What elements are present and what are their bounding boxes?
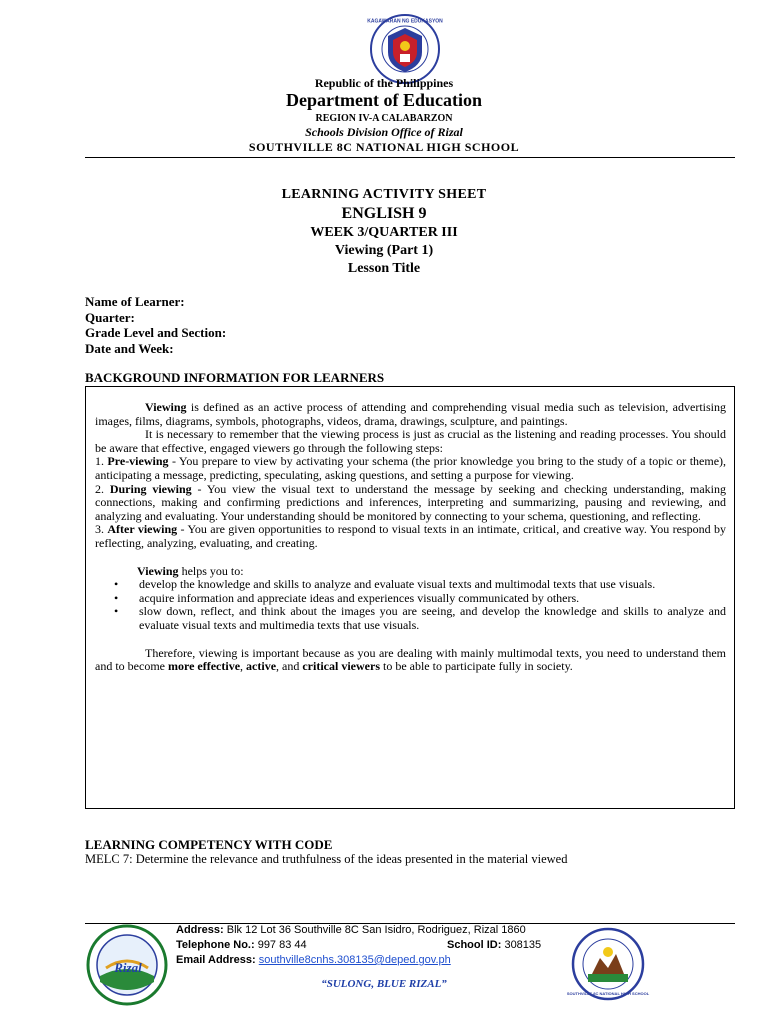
svg-text:KAGAWARAN NG EDUKASYON: KAGAWARAN NG EDUKASYON (367, 18, 443, 25)
svg-text:SOUTHVILLE 8C NATIONAL HIGH SC: SOUTHVILLE 8C NATIONAL HIGH SCHOOL (566, 991, 650, 996)
school-seal-logo (566, 924, 650, 1004)
school-motto: “SULONG, BLUE RIZAL” (321, 978, 447, 990)
viewing-process-intro: It is necessary to remember that the viewing process is just as crucial as the listening and reading processes. You should be aware that effective, engaged viewers go through the following steps: (95, 427, 726, 455)
step-after-viewing: 3. After viewing - You are given opportunities to respond to visual texts in an intimate, critical, and creative way. You respond by reflecting, analyzing, evaluating, and creating. (95, 522, 726, 550)
rizal-province-logo (86, 924, 168, 1006)
week-quarter-title: WEEK 3/QUARTER III (310, 225, 458, 240)
quarter-label: Quarter: (85, 309, 135, 325)
topic-title: Viewing (Part 1) (334, 243, 434, 258)
footer-telephone: Telephone No.: 997 83 44 (176, 939, 307, 951)
list-item: • slow down, reflect, and think about the images you are seeing, and develop the knowledge and skills to analyze and evaluate visual texts and multimedia texts that use visuals. (112, 605, 726, 632)
department-heading: Department of Education (286, 90, 482, 110)
viewing-definition: Viewing is defined as an active process of attending and comprehending visual media such as television, advertising images, films, diagrams, symbols, photographs, videos, drama, drawings, sculpture, and paintings. (95, 400, 726, 428)
step-pre-viewing: 1. Pre-viewing - You prepare to view by activating your schema (the prior knowledge you bring to the study of a topic or theme), anticipating a message, predicting, speculating, asking questions, and setting a purpose for viewing. (95, 454, 727, 482)
list-item: • acquire information and appreciate ideas and experiences visually communicated by others. (112, 592, 726, 606)
subject-title: ENGLISH 9 (341, 205, 427, 222)
conclusion-paragraph: Therefore, viewing is important because as you are dealing with mainly multimodal texts, you need to understand them and to become more effective, active, and critical viewers to be able to participate fully in society. (95, 645, 726, 674)
background-heading: BACKGROUND INFORMATION FOR LEARNERS (85, 370, 385, 385)
date-week-label: Date and Week: (85, 340, 174, 356)
competency-heading: LEARNING COMPETENCY WITH CODE (85, 837, 333, 852)
region-heading: REGION IV-A CALABARZON (315, 113, 453, 124)
background-info-box (85, 386, 735, 809)
viewing-benefits-list (112, 578, 726, 632)
footer-address: Address: Blk 12 Lot 36 Southville 8C San Isidro, Rodriguez, Rizal 1860 (176, 924, 526, 936)
grade-section-label: Grade Level and Section: (85, 325, 227, 340)
division-heading: Schools Division Office of Rizal (305, 125, 463, 139)
footer-school-id: School ID: 308135 (447, 939, 542, 951)
melc-text: MELC 7: Determine the relevance and truthfulness of the ideas presented in the material viewed (85, 852, 568, 866)
learner-name-label: Name of Learner: (85, 294, 185, 309)
step-during-viewing: 2. During viewing - You view the visual text to understand the message by seeking and checking understanding, making connections, making and confirming predictions and inferences, interpreting and summarizing, pausing and reviewing, and analyzing and evaluating. Your understanding should be monitored by connecting to your schema, questioning, and reflecting. (95, 481, 727, 523)
lesson-title: Lesson Title (347, 261, 421, 276)
viewing-helps-intro: Viewing helps you to: (137, 563, 244, 578)
republic-heading: Republic of the Philippines (314, 76, 454, 90)
svg-text:Rizal: Rizal (114, 960, 142, 975)
header-divider (85, 157, 735, 158)
list-item: • develop the knowledge and skills to analyze and evaluate visual texts and multimodal texts that use visuals. (112, 578, 726, 592)
learner-info-fields (85, 294, 226, 356)
email-link[interactable]: southville8cnhs.308135@deped.gov.ph (258, 954, 451, 966)
deped-seal-logo (367, 14, 443, 84)
viewing-term: Viewing (145, 400, 187, 414)
sheet-title: LEARNING ACTIVITY SHEET (281, 187, 487, 202)
footer-email: Email Address: southville8cnhs.308135@deped.gov.ph (176, 954, 451, 966)
school-heading: SOUTHVILLE 8C NATIONAL HIGH SCHOOL (248, 140, 520, 154)
